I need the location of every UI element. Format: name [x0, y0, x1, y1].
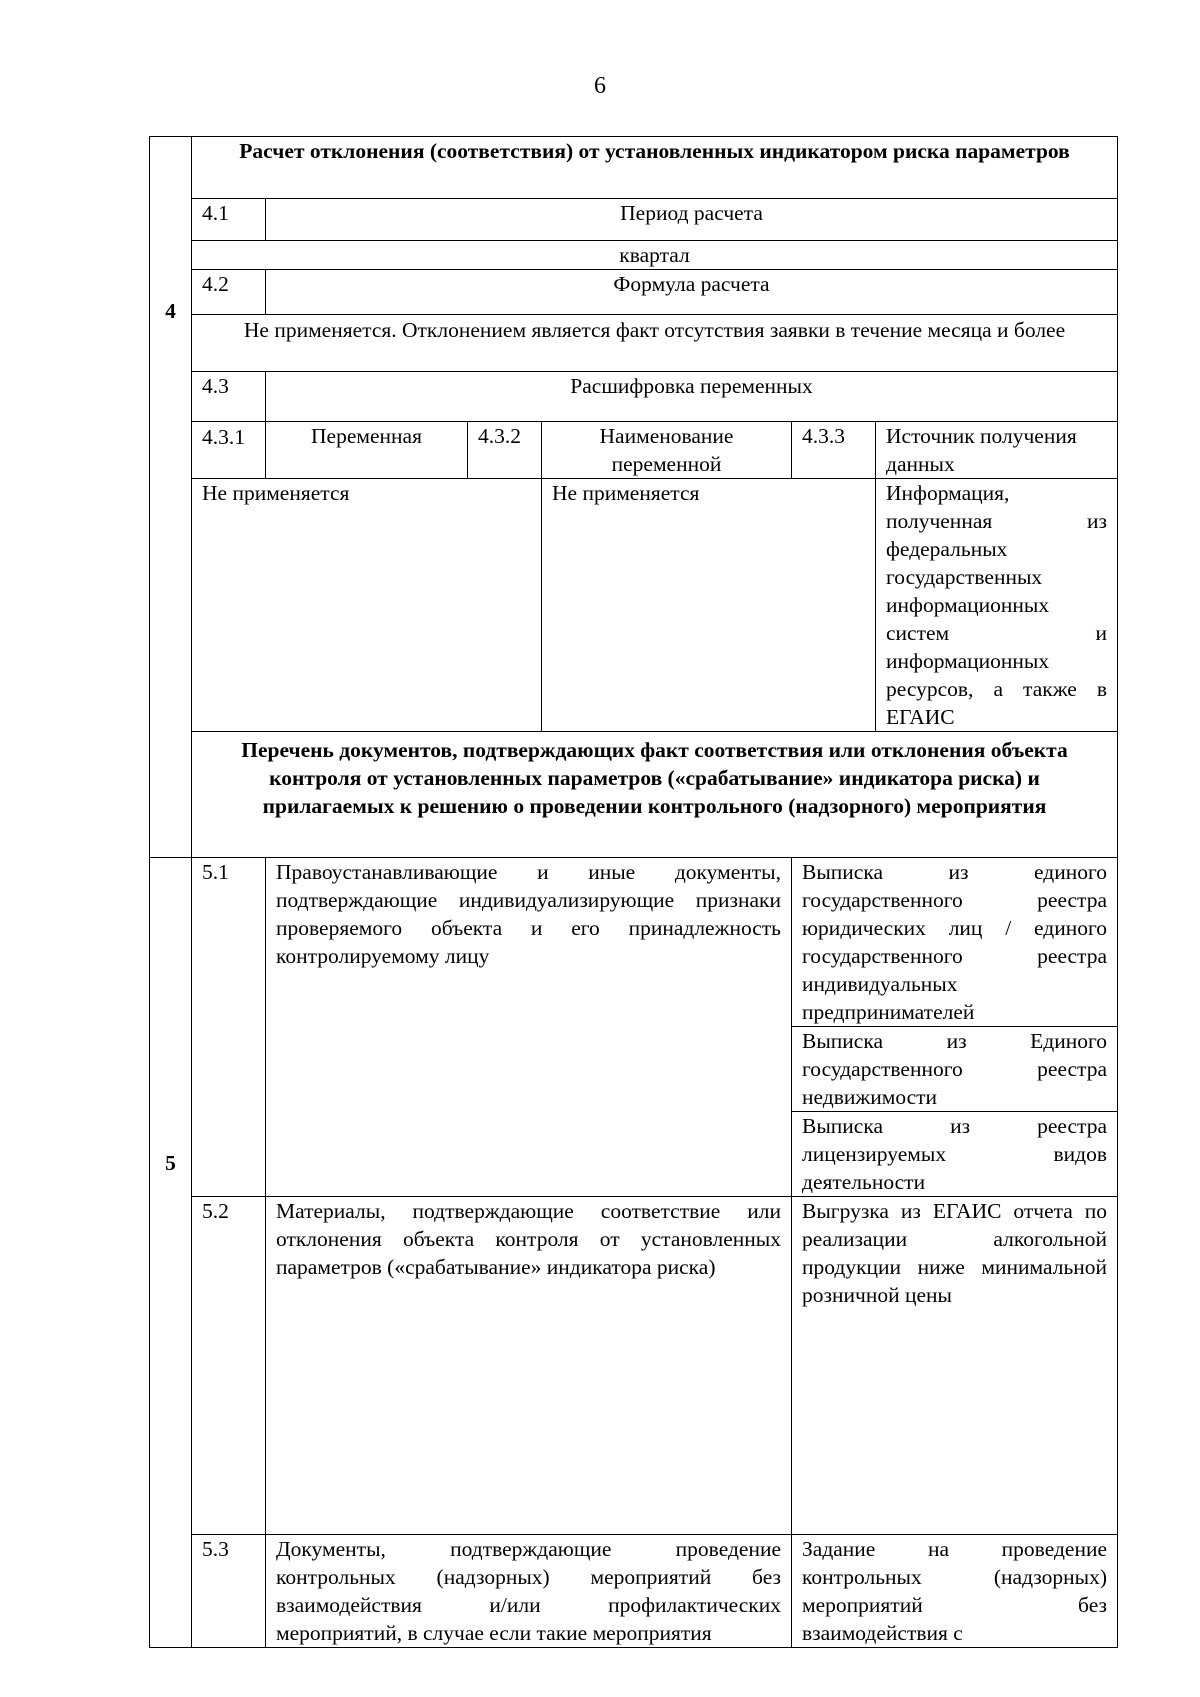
section-5-number: 5 [150, 858, 192, 1648]
item-5-1-number: 5.1 [192, 858, 266, 1197]
item-5-2-number: 5.2 [192, 1197, 266, 1535]
section-5-title: Перечень документов, подтверждающих факт соответствия или отклонения объекта контроля от установленных параметров («срабатывание» индикатора риска) и прилагаемых к решению о проведении контрольного (надзорного) мероприятия [192, 732, 1118, 858]
variable-value: Не применяется [192, 479, 542, 732]
risk-indicator-table [149, 136, 1118, 1648]
col-4-3-1-label: Переменная [266, 422, 468, 479]
data-source-value: Информация, полученная из федеральных государственных информационных систем и информационных ресурсов, а также в ЕГАИС [876, 479, 1118, 732]
item-5-1-description: Правоустанавливающие и иные документы, подтверждающие индивидуализирующие признаки проверяемого объекта и его принадлежность контролируемому лицу [266, 858, 792, 1197]
item-5-1-source-3: Выписка из реестра лицензируемых видов деятельности [792, 1112, 1118, 1197]
col-4-3-3-label: Источник получения данных [876, 422, 1118, 479]
col-4-3-2-label: Наименование переменной [542, 422, 792, 479]
col-4-3-2-number: 4.3.2 [468, 422, 542, 479]
item-4-3-number: 4.3 [192, 372, 266, 422]
item-5-3-number: 5.3 [192, 1535, 266, 1648]
item-5-1-source-2: Выписка из Единого государственного реестра недвижимости [792, 1027, 1118, 1112]
item-4-3-label: Расшифровка переменных [266, 372, 1118, 422]
item-5-3-source-1: Задание на проведение контрольных (надзорных) мероприятий без взаимодействия с [792, 1535, 1118, 1648]
item-5-2-source-1: Выгрузка из ЕГАИС отчета по реализации алкогольной продукции ниже минимальной розничной цены [792, 1197, 1118, 1535]
item-5-3-description: Документы, подтверждающие проведение контрольных (надзорных) мероприятий без взаимодействия и/или профилактических мероприятий, в случае если такие мероприятия [266, 1535, 792, 1648]
variable-name-value: Не применяется [542, 479, 876, 732]
col-4-3-1-number: 4.3.1 [192, 422, 266, 479]
item-5-2-description: Материалы, подтверждающие соответствие или отклонения объекта контроля от установленных параметров («срабатывание» индикатора риска) [266, 1197, 792, 1535]
item-4-2-number: 4.2 [192, 270, 266, 315]
item-5-1-source-1: Выписка из единого государственного реестра юридических лиц / единого государственного реестра индивидуальных предпринимателей [792, 858, 1118, 1027]
item-4-1-label: Период расчета [266, 199, 1118, 241]
page-number: 6 [594, 73, 606, 99]
item-4-1-value: квартал [192, 241, 1118, 270]
col-4-3-3-number: 4.3.3 [792, 422, 876, 479]
section-4-number: 4 [150, 137, 192, 858]
item-4-1-number: 4.1 [192, 199, 266, 241]
section-4-title: Расчет отклонения (соответствия) от установленных индикатором риска параметров [192, 137, 1118, 199]
item-4-2-value: Не применяется. Отклонением является факт отсутствия заявки в течение месяца и более [192, 315, 1118, 372]
item-4-2-label: Формула расчета [266, 270, 1118, 315]
